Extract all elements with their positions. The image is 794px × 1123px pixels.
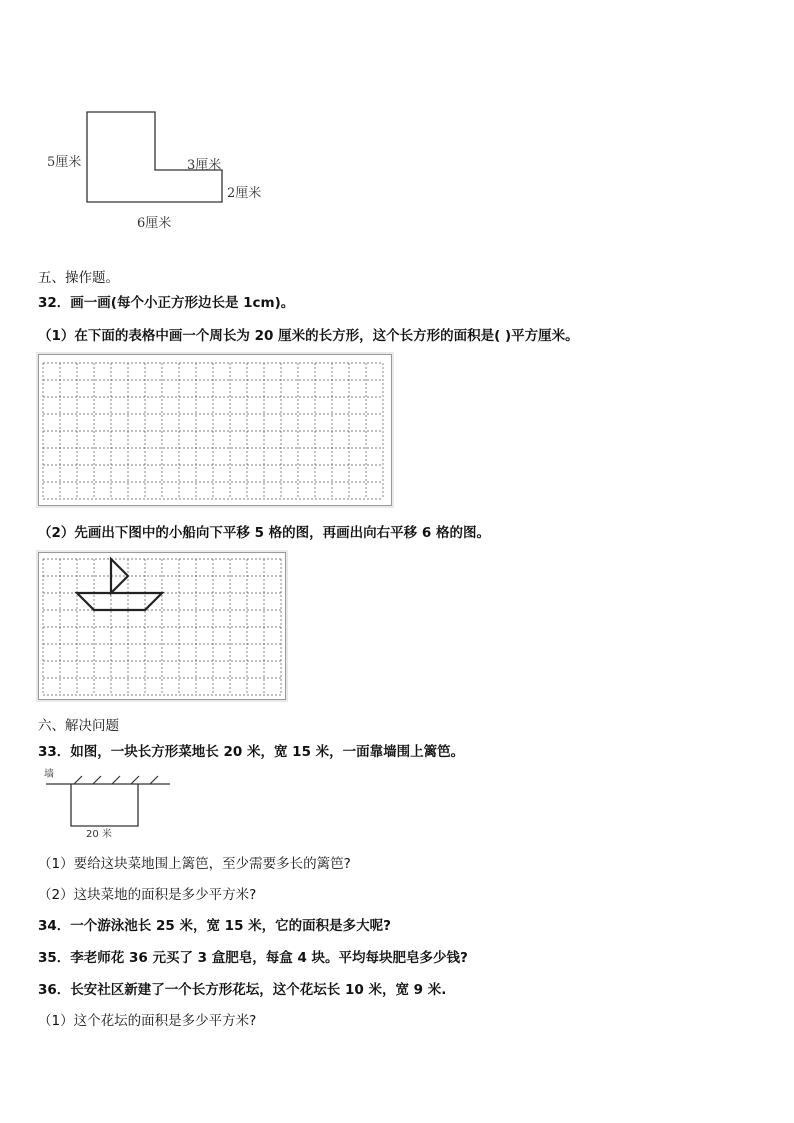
q33-part1: （1）要给这块菜地围上篱笆，至少需要多长的篱笆? (38, 856, 351, 872)
q32-part1: （1）在下面的表格中画一个周长为 20 厘米的长方形，这个长方形的面积是( )平方厘米。 (38, 328, 579, 344)
section5-heading: 五、操作题。 (38, 270, 119, 286)
label-3cm: 3厘米 (187, 158, 222, 173)
q36-part1: （1）这个花坛的面积是多少平方米? (38, 1013, 257, 1029)
label-5cm: 5厘米 (47, 155, 82, 170)
section6-heading: 六、解决问题 (38, 718, 119, 734)
q33-part2: （2）这块菜地的面积是多少平方米? (38, 887, 257, 903)
q32-part2: （2）先画出下图中的小船向下平移 5 格的图，再画出向右平移 6 格的图。 (38, 525, 490, 541)
q32-title: 32．画一画(每个小正方形边长是 1cm)。 (38, 295, 295, 311)
q33-text: 33．如图，一块长方形菜地长 20 米，宽 15 米，一面靠墙围上篱笆。 (38, 744, 465, 760)
label-2cm: 2厘米 (227, 186, 262, 201)
boat-shape (77, 559, 162, 610)
label-6cm: 6厘米 (137, 216, 172, 231)
length-20m-label: 20 米 (86, 829, 112, 840)
grid-lines-1 (39, 355, 391, 505)
q36-text: 36．长安社区新建了一个长方形花坛，这个花坛长 10 米，宽 9 米. (38, 982, 447, 998)
drawing-grid-2[interactable] (38, 552, 286, 700)
wall-label: 墙 (44, 769, 54, 780)
q35-text: 35．李老师花 36 元买了 3 盒肥皂，每盒 4 块。平均每块肥皂多少钱? (38, 950, 468, 966)
grid-lines-2 (39, 553, 285, 699)
drawing-grid-1[interactable] (38, 354, 392, 506)
q34-text: 34．一个游泳池长 25 米，宽 15 米，它的面积是多大呢? (38, 918, 391, 934)
